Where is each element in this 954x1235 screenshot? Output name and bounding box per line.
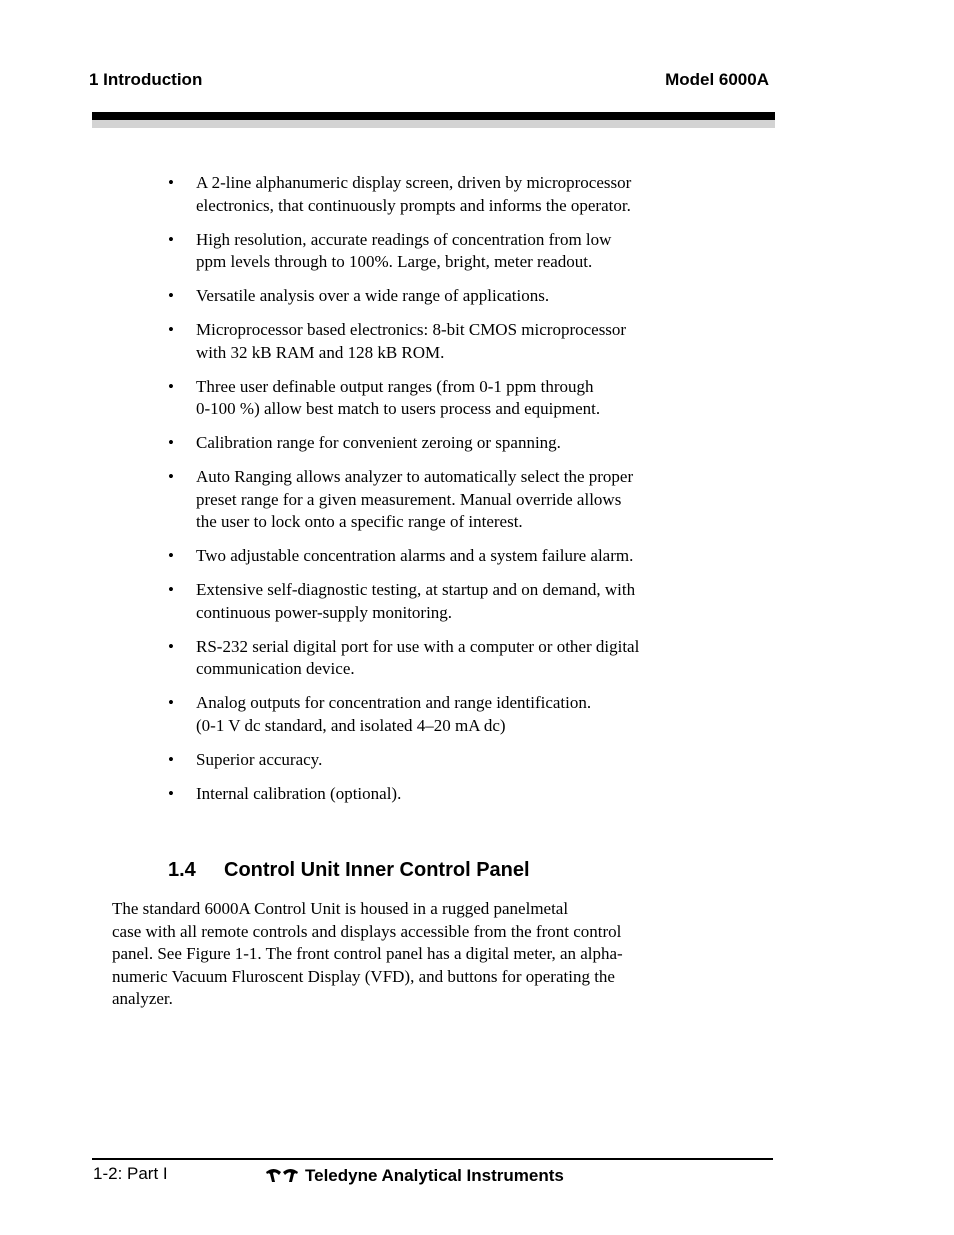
bullet-icon: • <box>168 376 174 396</box>
footer-rule <box>92 1158 773 1160</box>
bullet-icon: • <box>168 173 174 192</box>
list-item <box>168 545 688 568</box>
list-item-text: Versatile analysis over a wide range of applications. <box>196 286 550 305</box>
list-item <box>168 636 688 681</box>
teledyne-logo-icon <box>265 1169 299 1183</box>
list-item <box>168 432 688 455</box>
header-rule-shadow <box>92 120 775 128</box>
footer-brand <box>265 1165 564 1187</box>
section-paragraph: The standard 6000A Control Unit is housed in a rugged panelmetal case with all remote controls and displays accessible from the front control panel. See Figure 1-1. The front control panel has a digital meter, an alpha- numeric Vacuum Fluroscent Display (VFD), and buttons for operating the analyzer. <box>112 899 623 1009</box>
bullet-icon: • <box>168 546 174 565</box>
bullet-icon: • <box>168 433 174 452</box>
list-item-text: Extensive self-diagnostic testing, at startup and on demand, with continuous power-supply monitoring. <box>196 580 636 622</box>
bullet-icon: • <box>168 467 174 486</box>
list-item-text: Internal calibration (optional). <box>196 783 402 803</box>
bullet-icon: • <box>168 693 174 712</box>
bullet-icon: • <box>168 320 174 339</box>
bullet-icon: • <box>168 580 174 599</box>
list-item-text: Auto Ranging allows analyzer to automatically select the proper preset range for a given measurement. Manual override allows the user to lock onto a specific range of interest. <box>196 467 634 531</box>
list-item <box>168 229 688 274</box>
list-item <box>168 466 688 534</box>
list-item-text: Microprocessor based electronics: 8-bit CMOS microprocessor with 32 kB RAM and 128 kB ROM. <box>196 320 627 362</box>
list-item <box>168 285 688 308</box>
bullet-icon: • <box>168 286 174 305</box>
list-item-text: Three user definable output ranges (from 0-1 ppm through 0-100 %) allow best match to users process and equipment. <box>196 376 601 418</box>
list-item <box>168 172 688 217</box>
footer-brand-text: Teledyne Analytical Instruments <box>305 1166 564 1185</box>
section-heading <box>168 857 530 883</box>
list-item-text: Two adjustable concentration alarms and a system failure alarm. <box>196 546 634 565</box>
list-item <box>168 319 688 364</box>
footer-page-label: 1-2: Part I <box>93 1164 168 1183</box>
list-item-text: Superior accuracy. <box>196 749 323 769</box>
bullet-icon: • <box>168 783 174 803</box>
list-item-text: Calibration range for convenient zeroing or spanning. <box>196 433 561 452</box>
section-number: 1.4 <box>168 859 196 881</box>
list-item <box>168 749 688 772</box>
bullet-icon: • <box>168 749 174 769</box>
section-title: Control Unit Inner Control Panel <box>224 859 530 881</box>
list-item <box>168 783 688 806</box>
list-item-text: RS-232 serial digital port for use with a computer or other digital communication device. <box>196 636 640 678</box>
header-chapter: 1 Introduction <box>89 70 203 89</box>
list-item-text: Analog outputs for concentration and range identification. (0-1 V dc standard, and isolated 4–20 mA dc) <box>196 693 592 735</box>
bullet-icon: • <box>168 229 174 249</box>
list-item <box>168 692 688 737</box>
bullet-icon: • <box>168 636 174 656</box>
list-item <box>168 579 688 624</box>
list-item <box>168 376 688 421</box>
list-item-text: A 2-line alphanumeric display screen, driven by microprocessor electronics, that continuously prompts and informs the operator. <box>196 173 632 215</box>
feature-list <box>168 172 688 817</box>
header-rule <box>92 112 775 120</box>
header-model: Model 6000A <box>665 70 769 89</box>
list-item-text: High resolution, accurate readings of concentration from low ppm levels through to 100%. Large, bright, meter readout. <box>196 229 612 271</box>
